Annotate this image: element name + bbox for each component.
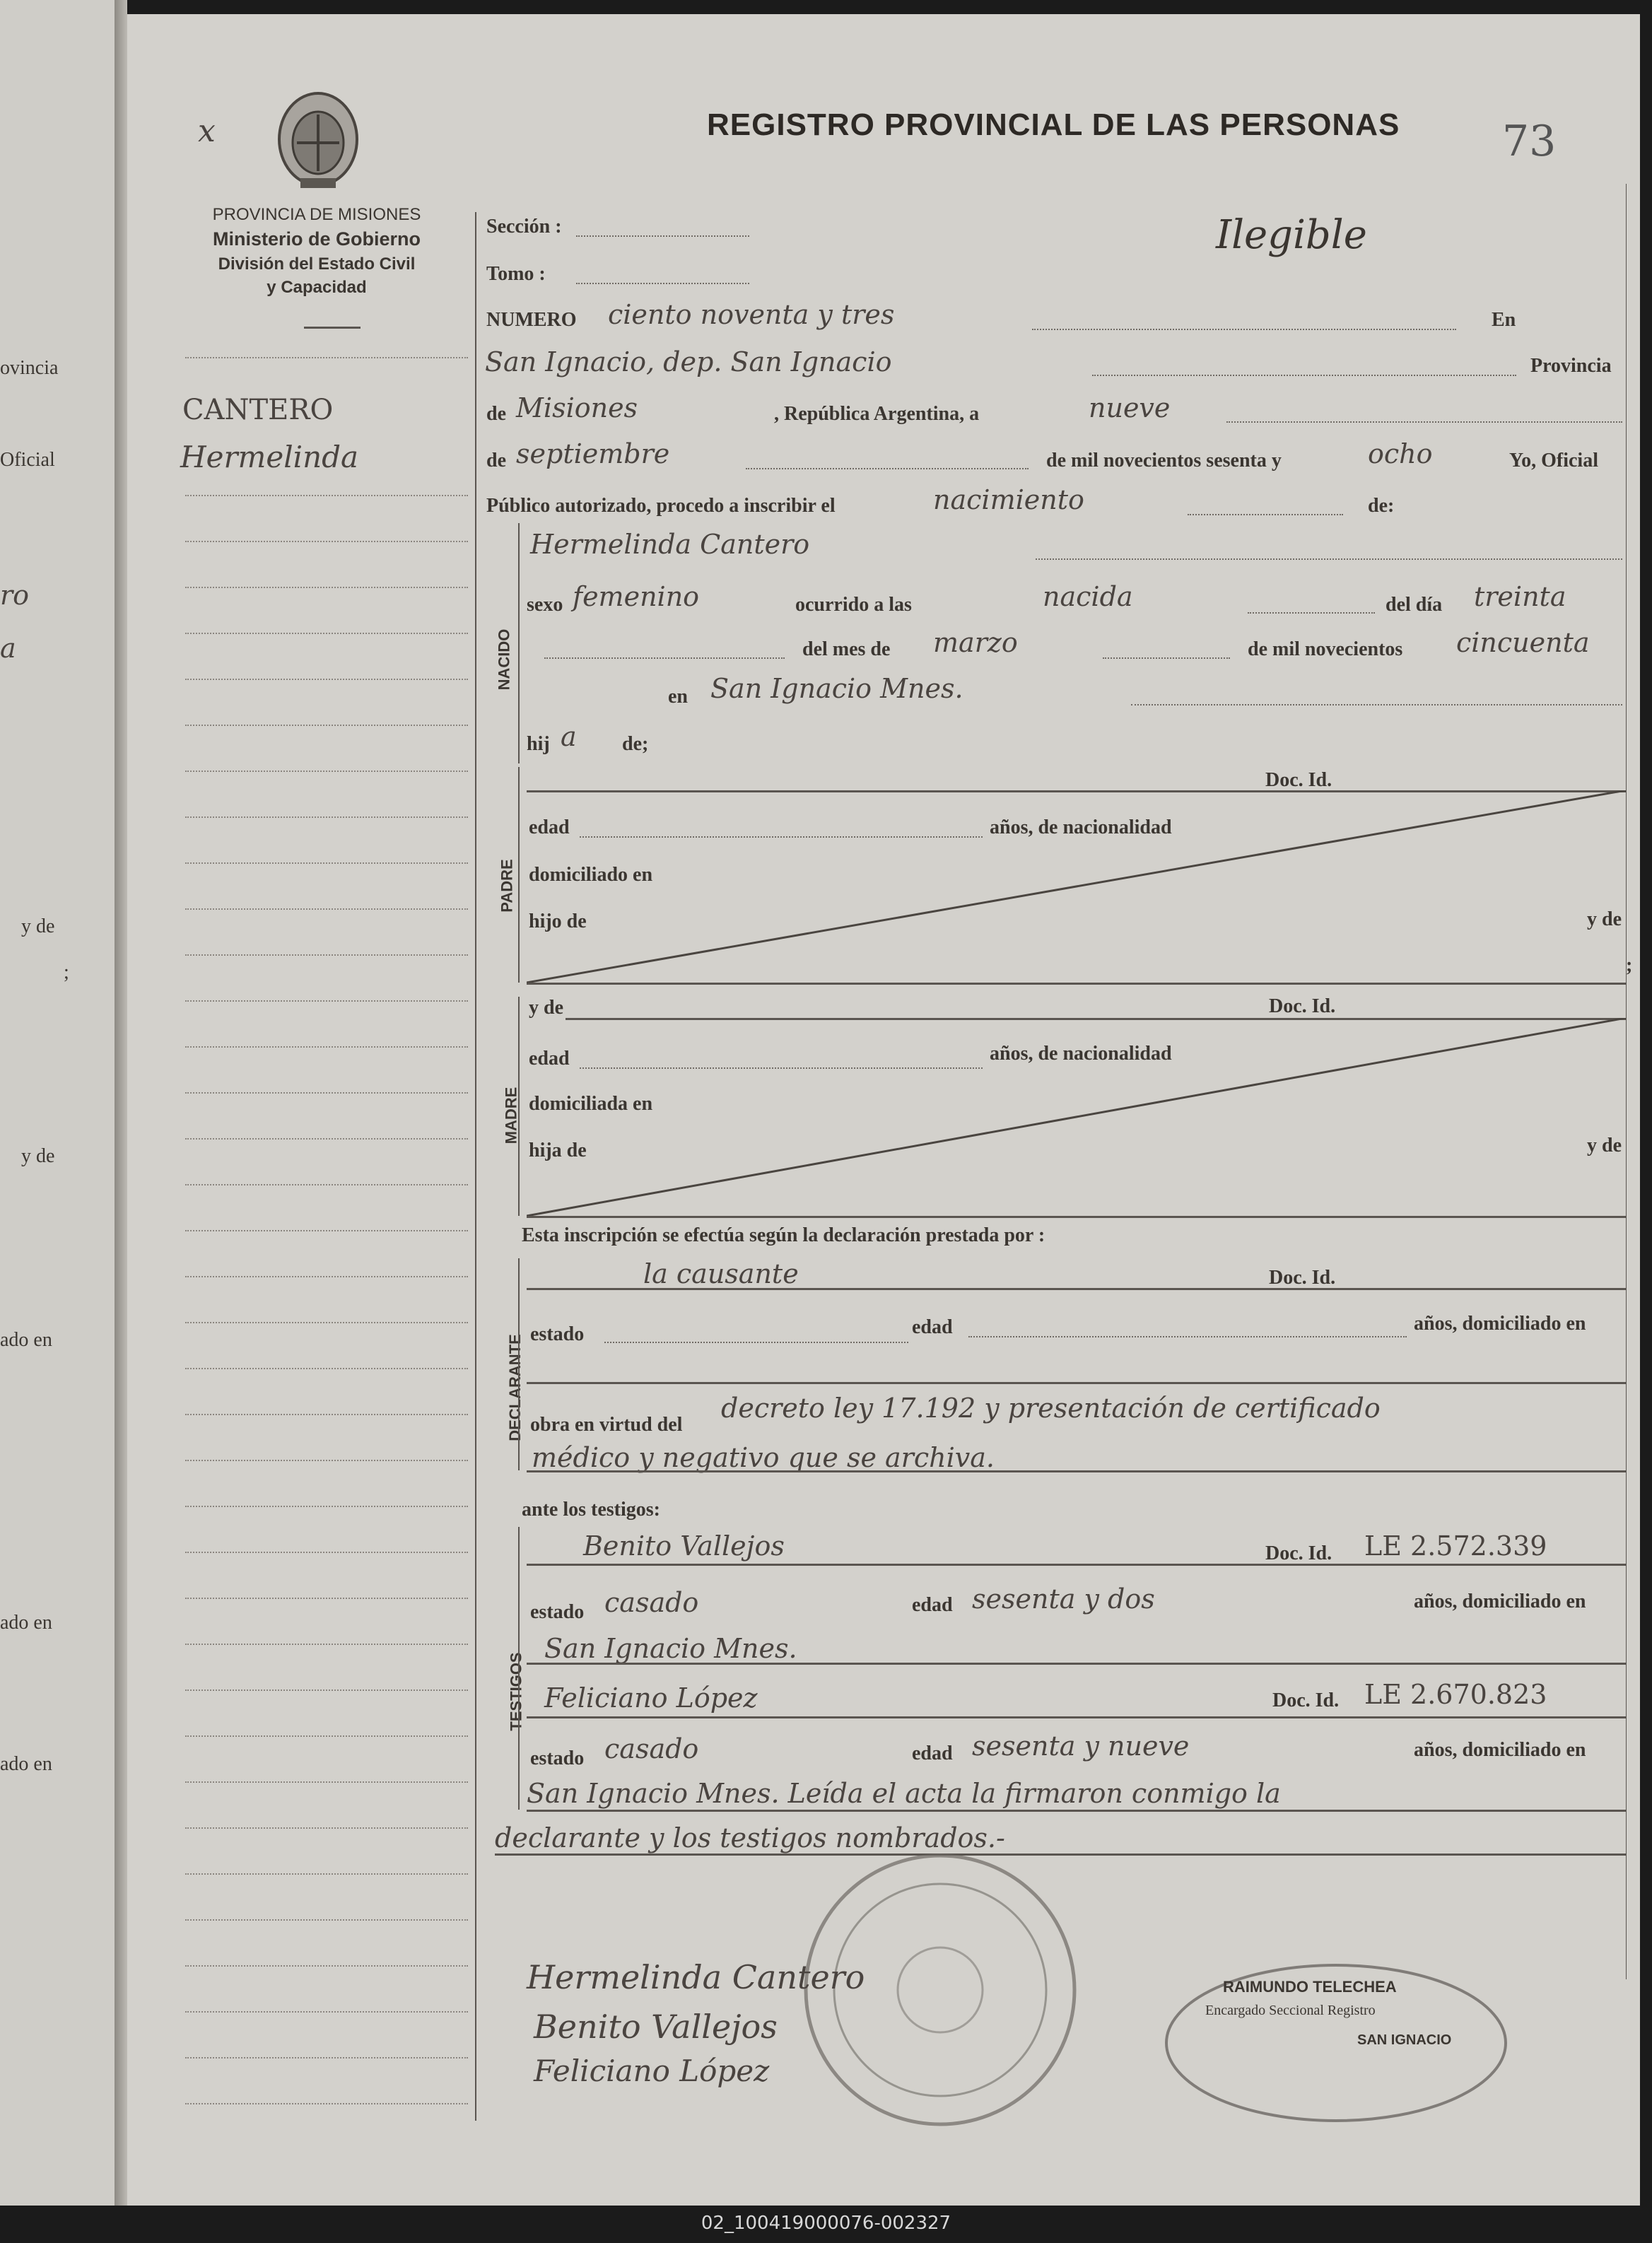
closing-line-1: San Ignacio Mnes. Leída el acta la firmaron conmigo la — [527, 1778, 1281, 1809]
margin-line — [185, 908, 468, 910]
witness2-doc: LE 2.670.823 — [1364, 1679, 1547, 1710]
declarante-bracket — [518, 1258, 520, 1470]
declarante-name-value: la causante — [643, 1258, 799, 1289]
margin-line — [185, 771, 468, 772]
page-title: REGISTRO PROVINCIAL DE LAS PERSONAS — [707, 107, 1400, 142]
page-number: 73 — [1502, 117, 1557, 166]
left-fragment-6: ; — [64, 961, 69, 983]
capacity-label: y Capacidad — [266, 278, 367, 297]
declarante-edad-label: edad — [912, 1316, 953, 1338]
margin-line — [185, 1689, 468, 1691]
madre-domicilio-label: domiciliada en — [529, 1093, 653, 1115]
en-label: En — [1492, 309, 1516, 331]
section-testigos-label: TESTIGOS — [507, 1652, 525, 1731]
signature-benito: Benito Vallejos — [534, 2008, 778, 2046]
margin-line — [185, 2057, 468, 2058]
margin-line — [185, 1827, 468, 1829]
madre-hija-label: hija de — [529, 1140, 587, 1161]
day-value: nueve — [1089, 392, 1171, 423]
nacido-bracket — [518, 523, 520, 763]
de2-label: de — [486, 450, 506, 472]
province-value: Misiones — [516, 392, 638, 423]
witness1-estado-label: estado — [530, 1601, 585, 1623]
republica-label: , República Argentina, a — [774, 403, 980, 425]
witness1-edad: sesenta y dos — [972, 1583, 1155, 1615]
declarante-doc-label: Doc. Id. — [1269, 1267, 1336, 1289]
margin-line — [185, 357, 468, 358]
witness1-domicilio: San Ignacio Mnes. — [544, 1633, 797, 1664]
declarante-bottom-line — [527, 1470, 1626, 1472]
tomo-line — [576, 283, 749, 284]
month-value: septiembre — [516, 438, 670, 469]
margin-line — [185, 1735, 468, 1737]
section-padre-label: PADRE — [498, 859, 516, 913]
witness1-edad-label: edad — [912, 1594, 953, 1616]
margin-line — [185, 1506, 468, 1507]
provincia-label: Provincia — [1530, 355, 1612, 377]
padre-domicilio-label: domiciliado en — [529, 864, 653, 886]
obra-value-2: médico y negativo que se archiva. — [532, 1442, 995, 1473]
witness2-anos-label: años, domiciliado en — [1414, 1739, 1586, 1761]
padre-edad-label: edad — [529, 816, 570, 838]
stamp-subtext-2: SAN IGNACIO — [1357, 2032, 1452, 2048]
del-mes-label: del mes de — [802, 638, 891, 660]
margin-line — [185, 587, 468, 588]
signature-hermelinda: Hermelinda Cantero — [527, 1958, 865, 1996]
margin-line — [185, 1184, 468, 1185]
year-value: ocho — [1368, 438, 1433, 469]
padre-anos-label: años, de nacionalidad — [990, 816, 1172, 838]
birth-place-value: San Ignacio Mnes. — [710, 673, 963, 704]
book-spine — [115, 0, 127, 2206]
sexo-label: sexo — [527, 594, 563, 616]
margin-line — [185, 816, 468, 818]
birth-month-value: marzo — [933, 627, 1018, 658]
closing-line-2: declarante y los testigos nombrados.- — [495, 1822, 1005, 1853]
madre-doc-label: Doc. Id. — [1269, 995, 1336, 1017]
signature-feliciano: Feliciano López — [534, 2054, 770, 2088]
left-fragment-3: ro — [0, 580, 30, 611]
numero-label: NUMERO — [486, 309, 577, 331]
act-line — [1188, 514, 1343, 515]
margin-line — [185, 1322, 468, 1323]
witness1-doc: LE 2.572.339 — [1364, 1530, 1547, 1562]
left-fragment-5: y de — [21, 915, 55, 937]
del-mes-line — [544, 657, 785, 659]
left-fragment-4: a — [0, 633, 16, 664]
declarante-estado-line — [604, 1342, 908, 1343]
padre-semicolon: ; — [1626, 954, 1633, 976]
birth-place-line — [1131, 704, 1622, 705]
hij-label: hij — [527, 733, 550, 755]
de4-label: de; — [622, 733, 649, 755]
declarante-anos-label: años, domiciliado en — [1414, 1313, 1586, 1335]
right-border — [1626, 184, 1627, 1979]
oficial-label: Yo, Oficial — [1509, 450, 1598, 472]
margin-line — [185, 1368, 468, 1369]
margin-line — [185, 1460, 468, 1461]
left-fragment-9: ado en — [0, 1612, 52, 1634]
witness2-edad: sesenta y nueve — [972, 1730, 1190, 1762]
hij-suffix: a — [561, 721, 577, 752]
witness1-address-line — [527, 1663, 1626, 1665]
margin-line — [185, 1276, 468, 1277]
madre-yde-label: y de — [529, 997, 563, 1019]
witness1-doc-label: Doc. Id. — [1265, 1542, 1332, 1564]
obra-value: decreto ley 17.192 y presentación de certificado — [721, 1393, 1381, 1424]
declarante-address-line — [527, 1382, 1626, 1384]
margin-line — [185, 1598, 468, 1599]
margin-line — [185, 954, 468, 956]
left-page — [0, 0, 115, 2206]
margin-line — [185, 679, 468, 680]
closing-line-1-rule — [527, 1810, 1626, 1812]
testigos-ante-label: ante los testigos: — [522, 1499, 660, 1521]
margin-line — [185, 1000, 468, 1002]
padre-bottom-line — [527, 983, 1626, 985]
margin-line — [185, 1965, 468, 1967]
margin-line — [185, 2103, 468, 2104]
margin-surname: CANTERO — [182, 394, 334, 426]
margin-line — [185, 725, 468, 726]
witness1-estado: casado — [604, 1587, 699, 1618]
left-fragment-10: ado en — [0, 1753, 52, 1775]
padre-hijo-label: hijo de — [529, 910, 587, 932]
column-border — [475, 212, 476, 2121]
margin-line — [185, 2011, 468, 2013]
seccion-label: Sección : — [486, 216, 562, 238]
padre-doc-label: Doc. Id. — [1265, 769, 1332, 791]
margin-line — [185, 1644, 468, 1645]
margin-line — [185, 862, 468, 864]
declarante-edad-line — [968, 1336, 1407, 1337]
margin-line — [185, 495, 468, 496]
time-line — [1248, 612, 1375, 614]
image-code: 02_100419000076-002327 — [701, 2213, 951, 2234]
person-value: Hermelinda Cantero — [530, 529, 810, 560]
stamp-subtext-1: Encargado Seccional Registro — [1205, 2003, 1376, 2018]
left-fragment-8: ado en — [0, 1329, 52, 1351]
margin-line — [185, 1138, 468, 1140]
madre-anos-label: años, de nacionalidad — [990, 1043, 1172, 1065]
madre-yde2-label: y de — [1587, 1135, 1622, 1156]
left-fragment-1: ovincia — [0, 357, 59, 379]
padre-bracket — [518, 767, 520, 983]
testigos-bracket — [518, 1527, 520, 1810]
declarante-estado-label: estado — [530, 1323, 585, 1345]
month-line — [746, 468, 1029, 469]
witness1-name-line — [527, 1564, 1626, 1566]
witness2-edad-label: edad — [912, 1743, 953, 1764]
mil2-label: de mil novecientos — [1248, 638, 1403, 660]
stamp-text: RAIMUNDO TELECHEA — [1223, 1978, 1397, 1996]
act-value: nacimiento — [933, 484, 1084, 515]
publico-label: Público autorizado, procedo a inscribir el — [486, 495, 836, 517]
margin-line — [185, 1873, 468, 1875]
mil-label: de mil novecientos sesenta y — [1046, 450, 1282, 472]
province-label: PROVINCIA DE MISIONES — [212, 205, 421, 224]
del-dia-label: del día — [1386, 594, 1443, 616]
header-divider — [304, 327, 361, 329]
birth-month-line — [1103, 657, 1230, 659]
madre-bracket — [518, 997, 520, 1216]
section-madre-label: MADRE — [502, 1087, 520, 1144]
padre-yde-label: y de — [1587, 908, 1622, 930]
ministry-label: Ministerio de Gobierno — [212, 228, 421, 250]
witness2-doc-label: Doc. Id. — [1272, 1689, 1340, 1711]
en2-label: en — [668, 686, 688, 708]
witness1-anos-label: años, domiciliado en — [1414, 1591, 1586, 1612]
margin-line — [185, 1046, 468, 1048]
padre-strike-line — [527, 790, 1626, 983]
witness2-estado-label: estado — [530, 1747, 585, 1769]
tomo-label: Tomo : — [486, 263, 546, 285]
witness2-name-line — [527, 1716, 1626, 1718]
margin-line — [185, 1092, 468, 1094]
margin-line — [185, 633, 468, 634]
place-line — [1092, 375, 1516, 376]
section-declarante-label: DECLARANTE — [505, 1334, 524, 1441]
seccion-line — [576, 235, 749, 237]
left-fragment-2: Oficial — [0, 449, 55, 471]
numero-value: ciento noventa y tres — [608, 299, 895, 330]
numero-line — [1032, 329, 1456, 330]
margin-line — [185, 541, 468, 542]
coat-of-arms-icon — [272, 86, 364, 192]
madre-strike-line — [527, 1018, 1626, 1216]
witness2-estado: casado — [604, 1733, 699, 1764]
time-value: nacida — [1043, 581, 1133, 612]
declarante-intro: Esta inscripción se efectúa según la declaración prestada por : — [522, 1224, 1045, 1246]
witness2-name: Feliciano López — [544, 1682, 758, 1714]
margin-line — [185, 1552, 468, 1553]
official-signature: Ilegible — [1216, 212, 1367, 258]
margin-line — [185, 1414, 468, 1415]
section-nacido-label: NACIDO — [495, 628, 513, 691]
obra-label: obra en virtud del — [530, 1414, 683, 1436]
de3-label: de: — [1368, 495, 1395, 517]
day-line — [1226, 421, 1622, 423]
birth-day-value: treinta — [1474, 581, 1566, 612]
margin-line — [185, 1919, 468, 1921]
margin-line — [185, 1230, 468, 1231]
birth-year-value: cincuenta — [1456, 627, 1590, 658]
person-line — [1036, 558, 1622, 560]
place-value: San Ignacio, dep. San Ignacio — [485, 346, 892, 377]
x-mark: x — [198, 113, 216, 149]
ocurrido-label: ocurrido a las — [795, 594, 912, 616]
margin-given-name: Hermelinda — [180, 440, 359, 474]
declarante-name-line — [527, 1288, 1626, 1290]
madre-bottom-line — [527, 1216, 1626, 1218]
de-label: de — [486, 403, 506, 425]
madre-edad-label: edad — [529, 1048, 570, 1070]
division-label: División del Estado Civil — [218, 254, 416, 274]
sex-value: femenino — [573, 581, 700, 612]
witness1-name: Benito Vallejos — [583, 1530, 785, 1562]
margin-line — [185, 1781, 468, 1783]
left-fragment-7: y de — [21, 1145, 55, 1167]
